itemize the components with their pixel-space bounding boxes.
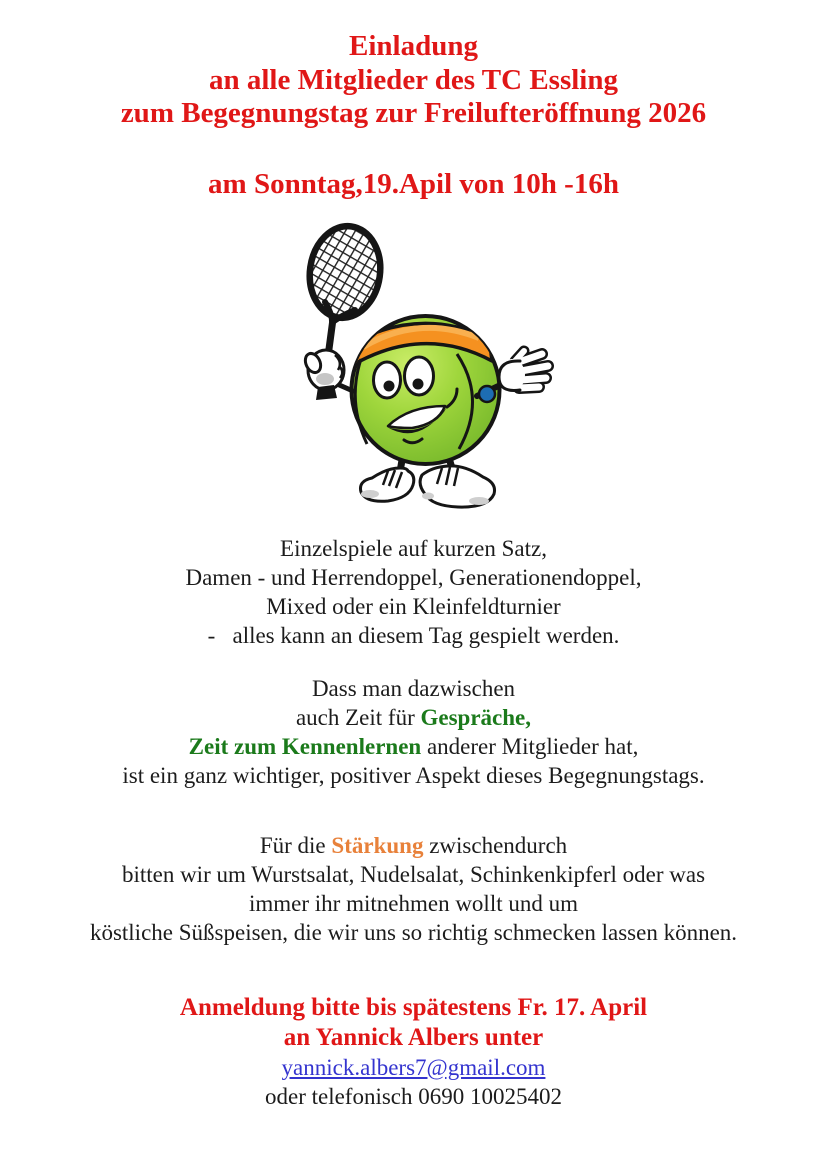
games-line-4: - alles kann an diesem Tag gespielt werden.: [207, 622, 620, 648]
phone-line: oder telefonisch 0690 10025402: [264, 1083, 563, 1109]
food-line-1-pre: Für die: [259, 832, 332, 858]
mascot-right-hand: [499, 351, 548, 391]
food-line-2: bitten wir um Wurstsalat, Nudelsalat, Schinkenkipferl oder was: [121, 861, 706, 887]
social-line-1: Dass man dazwischen: [311, 675, 516, 701]
signup-footer: [0, 993, 827, 1111]
social-line-2: [0, 703, 827, 732]
food-line-1: [0, 831, 827, 860]
games-line-3: Mixed oder ein Kleinfeldturnier: [266, 593, 561, 619]
mascot-shoes: [360, 465, 494, 506]
tennis-mascot-svg: [291, 214, 571, 514]
social-line-4: ist ein ganz wichtiger, positiver Aspekt dieses Begegnungstags.: [122, 762, 705, 788]
title-line-1: Einladung: [349, 30, 478, 62]
signup-contact-line: an Yannick Albers unter: [283, 1023, 544, 1051]
social-line-2-text: auch Zeit für: [295, 704, 421, 730]
food-line-4: köstliche Süßspeisen, die wir uns so richtig schmecken lassen können.: [89, 919, 738, 945]
social-line-3-text: anderer Mitglieder hat,: [421, 733, 639, 759]
social-line-3: [0, 732, 827, 761]
paragraph-games: [0, 534, 827, 650]
social-highlight-kennenlernen: Zeit zum Kennenlernen: [188, 733, 422, 759]
event-date-line: am Sonntag,19.Apil von 10h -16h: [208, 167, 619, 200]
email-line: [0, 1053, 827, 1082]
title-line-3: zum Begegnungstag zur Freilufteröffnung 2026: [120, 97, 707, 129]
title-line-2: an alle Mitglieder des TC Essling: [209, 63, 618, 96]
social-highlight-gespraeche: Gespräche,: [420, 704, 532, 730]
food-line-1-post: zwischendurch: [423, 832, 568, 858]
invitation-title: [0, 0, 827, 131]
games-line-2: Damen - und Herrendoppel, Generationendoppel,: [185, 564, 642, 590]
games-line-1: Einzelspiele auf kurzen Satz,: [280, 535, 547, 561]
tennis-mascot-illustration: [0, 214, 827, 514]
paragraph-social: [0, 674, 827, 790]
arm-button: [479, 386, 495, 402]
signup-deadline-line: Anmeldung bitte bis spätestens Fr. 17. April: [179, 993, 648, 1021]
mascot-left-hand: [302, 350, 353, 400]
paragraph-food: [0, 831, 827, 947]
email-link[interactable]: yannick.albers7@gmail.com: [281, 1054, 546, 1080]
food-highlight-staerkung: Stärkung: [331, 832, 424, 858]
food-line-3: immer ihr mitnehmen wollt und um: [249, 890, 578, 916]
